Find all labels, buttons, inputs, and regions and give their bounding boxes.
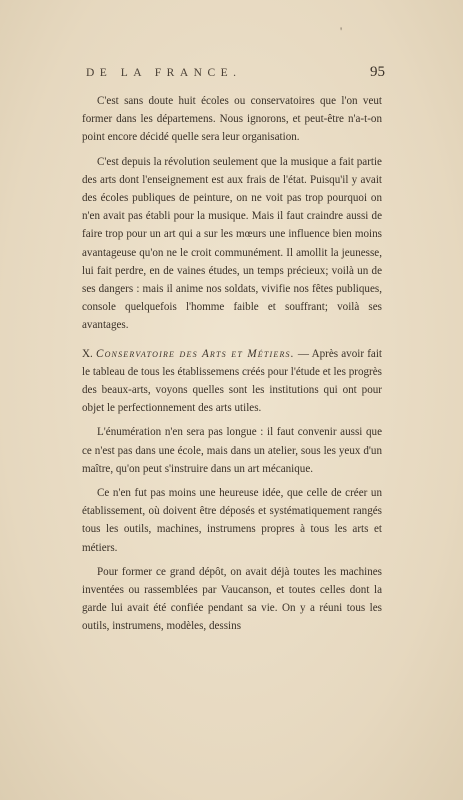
section-number: X. <box>82 347 93 360</box>
corner-mark: ' <box>340 24 343 38</box>
paragraph: Ce n'en fut pas moins une heureuse idée, que celle de créer un établissement, où doivent être déposés et systématiquement rangés tous les outils, machines, instrumens propres à tous les arts et métiers. <box>82 487 382 554</box>
running-head <box>86 64 385 81</box>
section-heading: Conservatoire des Arts et Métiers. <box>95 347 295 360</box>
section-paragraph <box>82 345 382 418</box>
paragraph: C'est depuis la révolution seulement que la musique a fait partie des arts dont l'enseignement est aux frais de l'état. Puisqu'il y avait des écoles publiques de peinture, on ne voit pas trop pourquoi on n'en avait pas établi pour la musique. Mais il faut craindre aussi de faire trop pour un art qui a sur les mœurs une influence bien moins avantageuse qu'on ne le croit communément. Il amollit la jeunesse, lui fait perdre, en de vaines études, un temps précieux; voilà un de ses dangers : mais il anime nos soldats, vivifie nos fêtes publiques, console quelquefois l'homme faible et souffrant; voilà ses avantages. <box>82 155 382 332</box>
section-lead-text: Après avoir fait le tableau de tous les établissemens créés pour l'étude et les progrès des beaux-arts, voyons quelles sont les institutions qui ont pour objet le perfectionnement des arts utiles. <box>82 347 382 415</box>
section-dash: — <box>297 347 310 360</box>
paragraph: Pour former ce grand dépôt, on avait déjà toutes les machines inventées ou rassemblées par Vaucanson, et toutes celles dont la garde lui avait été confiée pendant sa vie. On y a réuni tous les outils, instrumens, modèles, dessins <box>82 565 382 633</box>
text-block <box>82 92 382 642</box>
paragraph: L'énumération n'en sera pas longue : il faut convenir aussi que ce n'est pas dans une école, mais dans un atelier, sous les yeux d'un maître, qu'on peut s'instruire dans un art mécanique. <box>82 426 382 475</box>
page-number: 95 <box>370 64 385 80</box>
running-title: DE LA FRANCE. <box>86 67 242 79</box>
paragraph: C'est sans doute huit écoles ou conservatoires que l'on veut former dans les départemens. Nous ignorons, et peut-être n'a-t-on point encore décidé quelle sera leur organisation. <box>82 95 382 144</box>
